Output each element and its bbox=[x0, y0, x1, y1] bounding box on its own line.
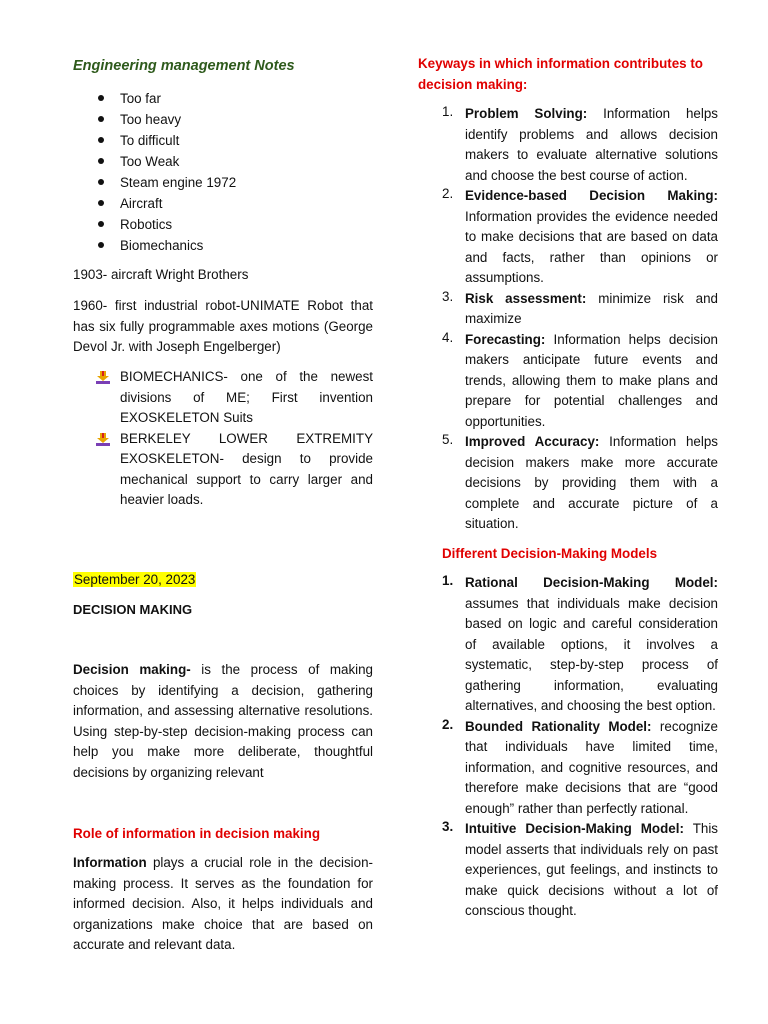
date-highlight: September 20, 2023 bbox=[74, 572, 196, 587]
line-1903: 1903- aircraft Wright Brothers bbox=[73, 267, 249, 282]
keyways-heading: Keyways in which information contributes to decision making: bbox=[418, 56, 703, 92]
list-item: To difficult bbox=[73, 130, 236, 151]
list-item: Robotics bbox=[73, 214, 236, 235]
arrow-bullet-icon bbox=[96, 433, 110, 446]
list-item: Aircraft bbox=[73, 193, 236, 214]
decision-making-definition: Decision making- is the process of making choices by identifying a decision, gathering information, and assessing alternative resolutions. Using step-by-step decision-making process can help you make more deliberate, thoughtful decisions by organizing relevant bbox=[73, 662, 374, 780]
arrow-bullet-list bbox=[73, 367, 373, 511]
list-item: BERKELEY LOWER EXTREMITY EXOSKELETON- design to provide mechanical support to carry larger and heavier loads. bbox=[73, 429, 373, 511]
list-item: 1. Problem Solving: Information helps identify problems and allows decision makers to evaluate alternative solutions and choose the best course of action. bbox=[442, 104, 718, 183]
list-item: BIOMECHANICS- one of the newest divisions of ME; First invention EXOSKELETON Suits bbox=[73, 367, 373, 429]
list-item: 3. Risk assessment: minimize risk and maximize bbox=[442, 288, 719, 326]
section-heading: DECISION MAKING bbox=[73, 602, 193, 617]
notes-title: Engineering management Notes bbox=[73, 58, 295, 74]
list-item: 2. Bounded Rationality Model: recognize that individuals have limited time, information, and cognitive resources, and therefore make decisions that are “good enough” rather than perfectly rational. bbox=[442, 716, 718, 816]
list-item: 5. Improved Accuracy: Information helps decision makers make more accurate decisions by providing them with a complete and accurate picture of a situation. bbox=[442, 432, 718, 531]
list-item: Too far bbox=[73, 88, 236, 109]
list-item: Steam engine 1972 bbox=[73, 172, 236, 193]
role-heading: Role of information in decision making bbox=[73, 826, 321, 841]
list-item: 3. Intuitive Decision-Making Model: This model asserts that individuals rely on past experiences, gut feelings, and instincts to make quick decisions without a lot of conscious thought. bbox=[442, 819, 718, 918]
list-item: 1. Rational Decision-Making Model: assumes that individuals make decision based on logic and careful consideration of available options, it involves a systematic, step-by-step process of gathering information, evaluating alternatives, and choosing the best option. bbox=[442, 573, 718, 713]
list-item: Too heavy bbox=[73, 109, 236, 130]
models-heading: Different Decision-Making Models bbox=[442, 546, 658, 561]
arrow-bullet-icon bbox=[96, 371, 110, 384]
line-1960: 1960- first industrial robot-UNIMATE Robot that has six fully programmable axes motions (George Devol Jr. with Joseph Engelberger) bbox=[73, 298, 373, 354]
topic-bullet-list bbox=[73, 88, 236, 256]
list-item: Too Weak bbox=[73, 151, 236, 172]
list-item: 2. Evidence-based Decision Making: Information provides the evidence needed to make decisions that are based on data and facts, rather than opinions or assumptions. bbox=[442, 186, 718, 285]
keyways-list bbox=[418, 104, 718, 535]
models-list bbox=[418, 573, 718, 922]
list-item: 4. Forecasting: Information helps decision makers anticipate future events and trends, allowing them to make plans and prepare for potential challenges and opportunities. bbox=[442, 329, 718, 429]
information-paragraph: Information plays a crucial role in the decision-making process. It serves as the foundation for informed decision. Also, it helps individuals and organizations make choice that are based on accurate and relevant data. bbox=[73, 855, 373, 952]
list-item: Biomechanics bbox=[73, 235, 236, 256]
